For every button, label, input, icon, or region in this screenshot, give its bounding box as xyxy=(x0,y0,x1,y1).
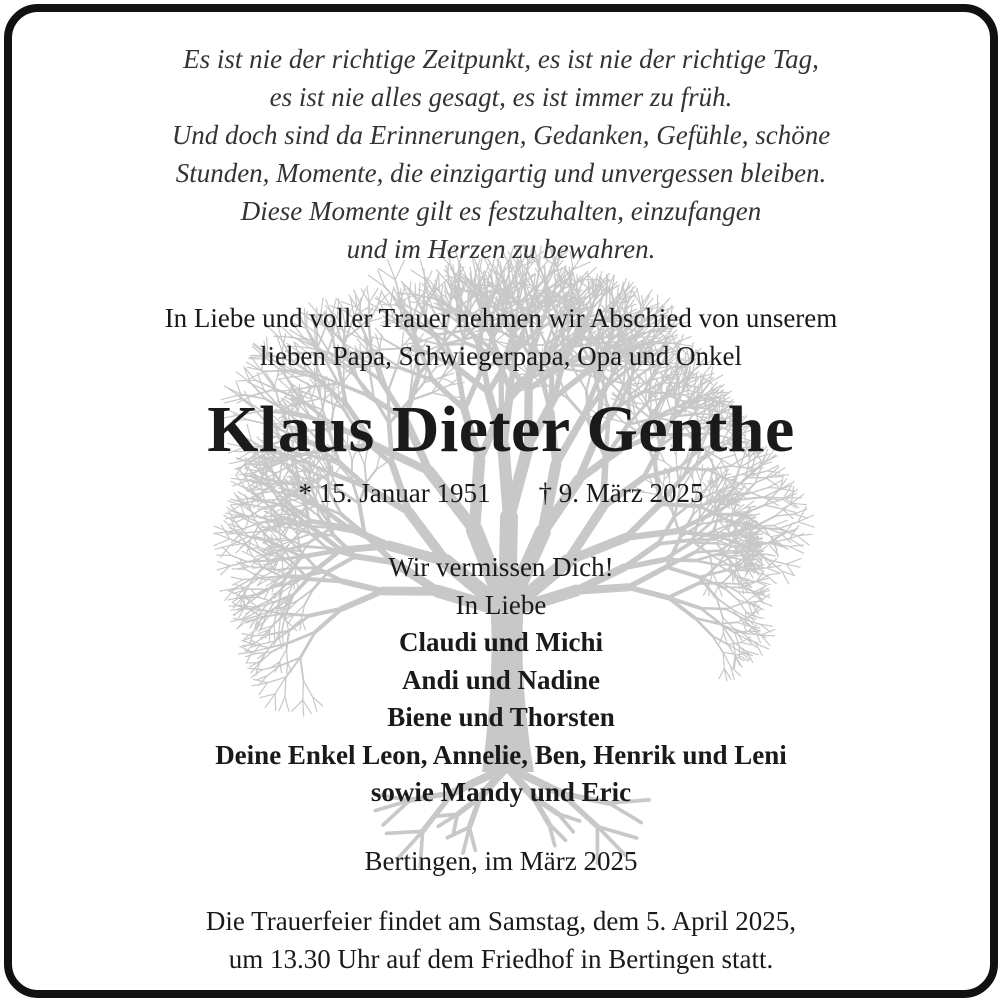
service-info xyxy=(12,902,990,978)
intro-line: In Liebe und voller Trauer nehmen wir Abschied von unserem xyxy=(164,303,838,333)
tree-branch xyxy=(294,376,313,386)
tree-branch xyxy=(797,536,809,545)
poem-line: Stunden, Momente, die einzigartig und unvergessen bleiben. xyxy=(175,158,827,188)
service-line: Die Trauerfeier findet am Samstag, dem 5. April 2025, xyxy=(205,906,797,936)
tree-branch xyxy=(439,273,440,291)
mourner-name: Andi und Nadine xyxy=(401,664,601,695)
tree-branch xyxy=(459,278,460,294)
tree-branch xyxy=(262,527,274,528)
obituary-card xyxy=(4,4,998,998)
tree-branch xyxy=(743,517,756,518)
intro-text xyxy=(12,299,990,375)
mourner-name: sowie Mandy und Eric xyxy=(370,777,632,807)
poem xyxy=(12,40,990,268)
tree-branch xyxy=(238,380,255,381)
tree-branch xyxy=(274,517,285,518)
tree-branch xyxy=(658,540,691,544)
poem-line: Es ist nie der richtige Zeitpunkt, es ist nie der richtige Tag, xyxy=(183,44,819,74)
tree-branch xyxy=(445,282,446,298)
tree-branch xyxy=(419,283,420,300)
service-line: um 13.30 Uhr auf dem Friedhof in Bertingen statt. xyxy=(228,944,774,974)
tree-branch xyxy=(214,526,228,532)
poem-line: es ist nie alles gesagt, es ist immer zu früh. xyxy=(269,82,733,112)
intro-line: lieben Papa, Schwiegerpapa, Opa und Onkel xyxy=(259,341,743,371)
deceased-name: Klaus Dieter Genthe xyxy=(207,393,795,466)
tree-branch xyxy=(228,533,243,534)
tree-branch xyxy=(436,814,458,816)
poem-line: Und doch sind da Erinnerungen, Gedanken, Gefühle, schöne xyxy=(171,120,831,150)
mourner-name: Deine Enkel Leon, Annelie, Ben, Henrik und Leni xyxy=(215,739,787,770)
miss-you-line: Wir vermissen Dich! xyxy=(388,552,614,582)
tree-branch xyxy=(510,388,526,389)
tree-branch xyxy=(798,522,814,527)
in-love-line: In Liebe xyxy=(455,589,547,620)
tree-branch xyxy=(214,539,230,546)
tree-branch xyxy=(387,831,423,833)
death-date: † 9. März 2025 xyxy=(538,478,704,508)
poem-line: und im Herzen zu bewahren. xyxy=(346,234,656,264)
place-date: Bertingen, im März 2025 xyxy=(364,846,638,876)
tree-branch xyxy=(273,539,287,540)
tree-branch xyxy=(307,526,332,527)
tree-branch xyxy=(402,282,409,299)
tree-branch xyxy=(496,275,497,291)
birth-date: * 15. Januar 1951 xyxy=(298,478,491,508)
mourner-name: Claudi und Michi xyxy=(398,627,604,657)
tree-branch xyxy=(498,278,499,293)
tree-branch xyxy=(424,269,425,286)
mourner-name: Biene und Thorsten xyxy=(387,702,615,732)
poem-line: Diese Momente gilt es festzuhalten, einzufangen xyxy=(240,196,762,226)
tree-branch xyxy=(773,520,787,525)
life-dates xyxy=(12,474,990,512)
family-section xyxy=(12,549,990,812)
